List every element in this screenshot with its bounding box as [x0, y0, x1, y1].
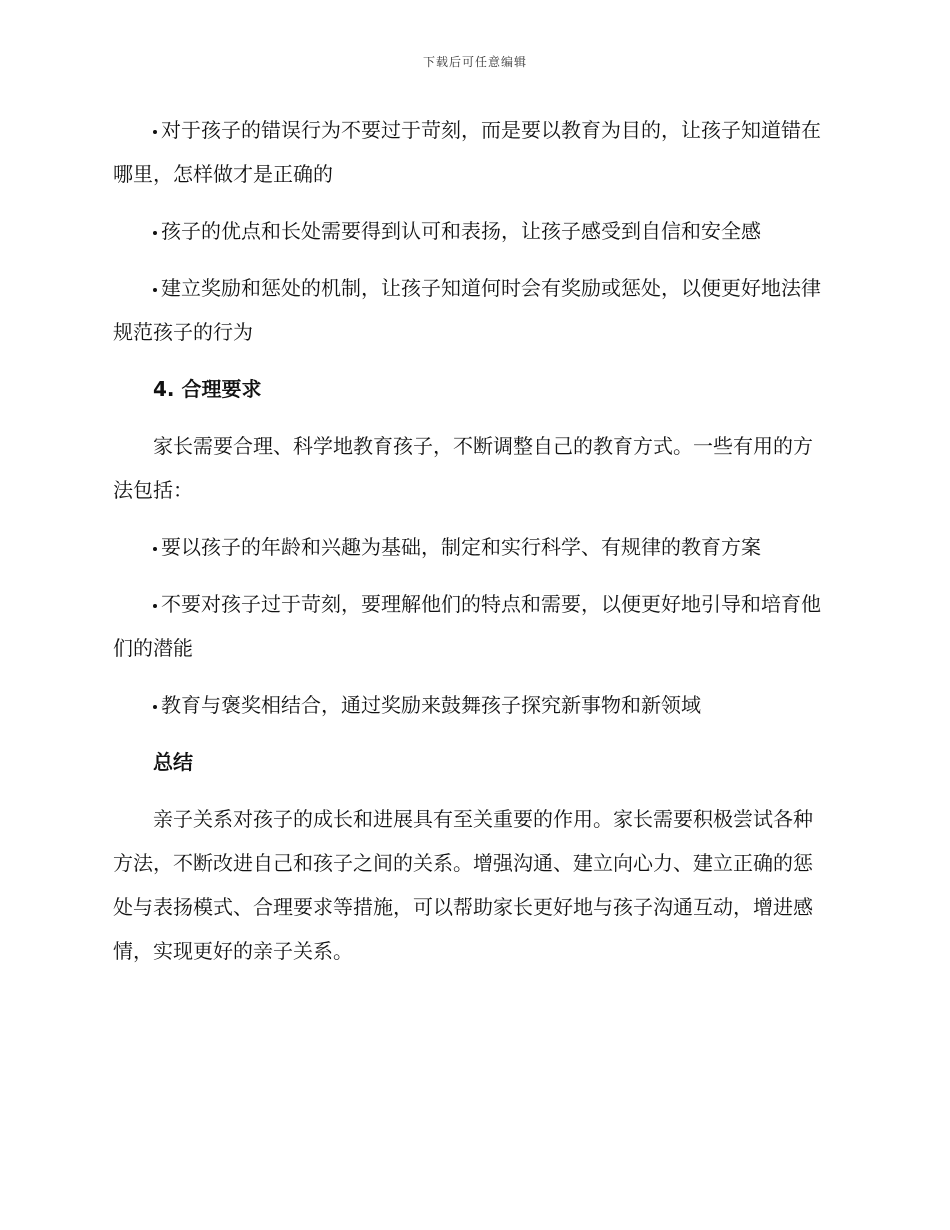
- bullet-text: 孩子的优点和长处需要得到认可和表扬，让孩子感受到自信和安全感: [161, 219, 761, 243]
- bullet-item: [113, 683, 831, 727]
- summary-heading: 总结: [153, 750, 193, 774]
- bullet-item: [113, 209, 831, 253]
- bullet-dot-icon: [153, 288, 157, 292]
- bullet-item: [113, 108, 831, 196]
- summary-paragraph: 亲子关系对孩子的成长和进展具有至关重要的作用。家长需要积极尝试各种方法，不断改进自己和孩子之间的关系。增强沟通、建立向心力、建立正确的惩处与表扬模式、合理要求等措施，可以帮助家长更好地与孩子沟通互动，增进感情，实现更好的亲子关系。: [113, 807, 813, 963]
- section-intro: 家长需要合理、科学地教育孩子，不断调整自己的教育方式。一些有用的方法包括：: [113, 434, 813, 502]
- bullet-dot-icon: [153, 705, 157, 709]
- page-header: 下载后可任意编辑: [422, 55, 527, 69]
- bullet-dot-icon: [153, 547, 157, 551]
- bullet-text: 建立奖励和惩处的机制，让孩子知道何时会有奖励或惩处，以便更好地法律规范孩子的行为: [113, 276, 821, 344]
- bullet-dot-icon: [153, 130, 157, 134]
- bullet-text: 要以孩子的年龄和兴趣为基础，制定和实行科学、有规律的教育方案: [161, 535, 761, 559]
- bullet-item: [113, 582, 831, 670]
- bullet-item: [113, 266, 831, 354]
- bullet-dot-icon: [153, 231, 157, 235]
- bullet-text: 教育与褒奖相结合，通过奖励来鼓舞孩子探究新事物和新领域: [161, 693, 701, 717]
- section-heading: 4. 合理要求: [153, 377, 262, 401]
- bullet-dot-icon: [153, 604, 157, 608]
- bullet-text: 对于孩子的错误行为不要过于苛刻，而是要以教育为目的，让孩子知道错在哪里，怎样做才是正确的: [113, 118, 821, 186]
- document-body: [113, 108, 831, 973]
- bullet-text: 不要对孩子过于苛刻，要理解他们的特点和需要，以便更好地引导和培育他们的潜能: [113, 592, 821, 660]
- bullet-item: [113, 525, 831, 569]
